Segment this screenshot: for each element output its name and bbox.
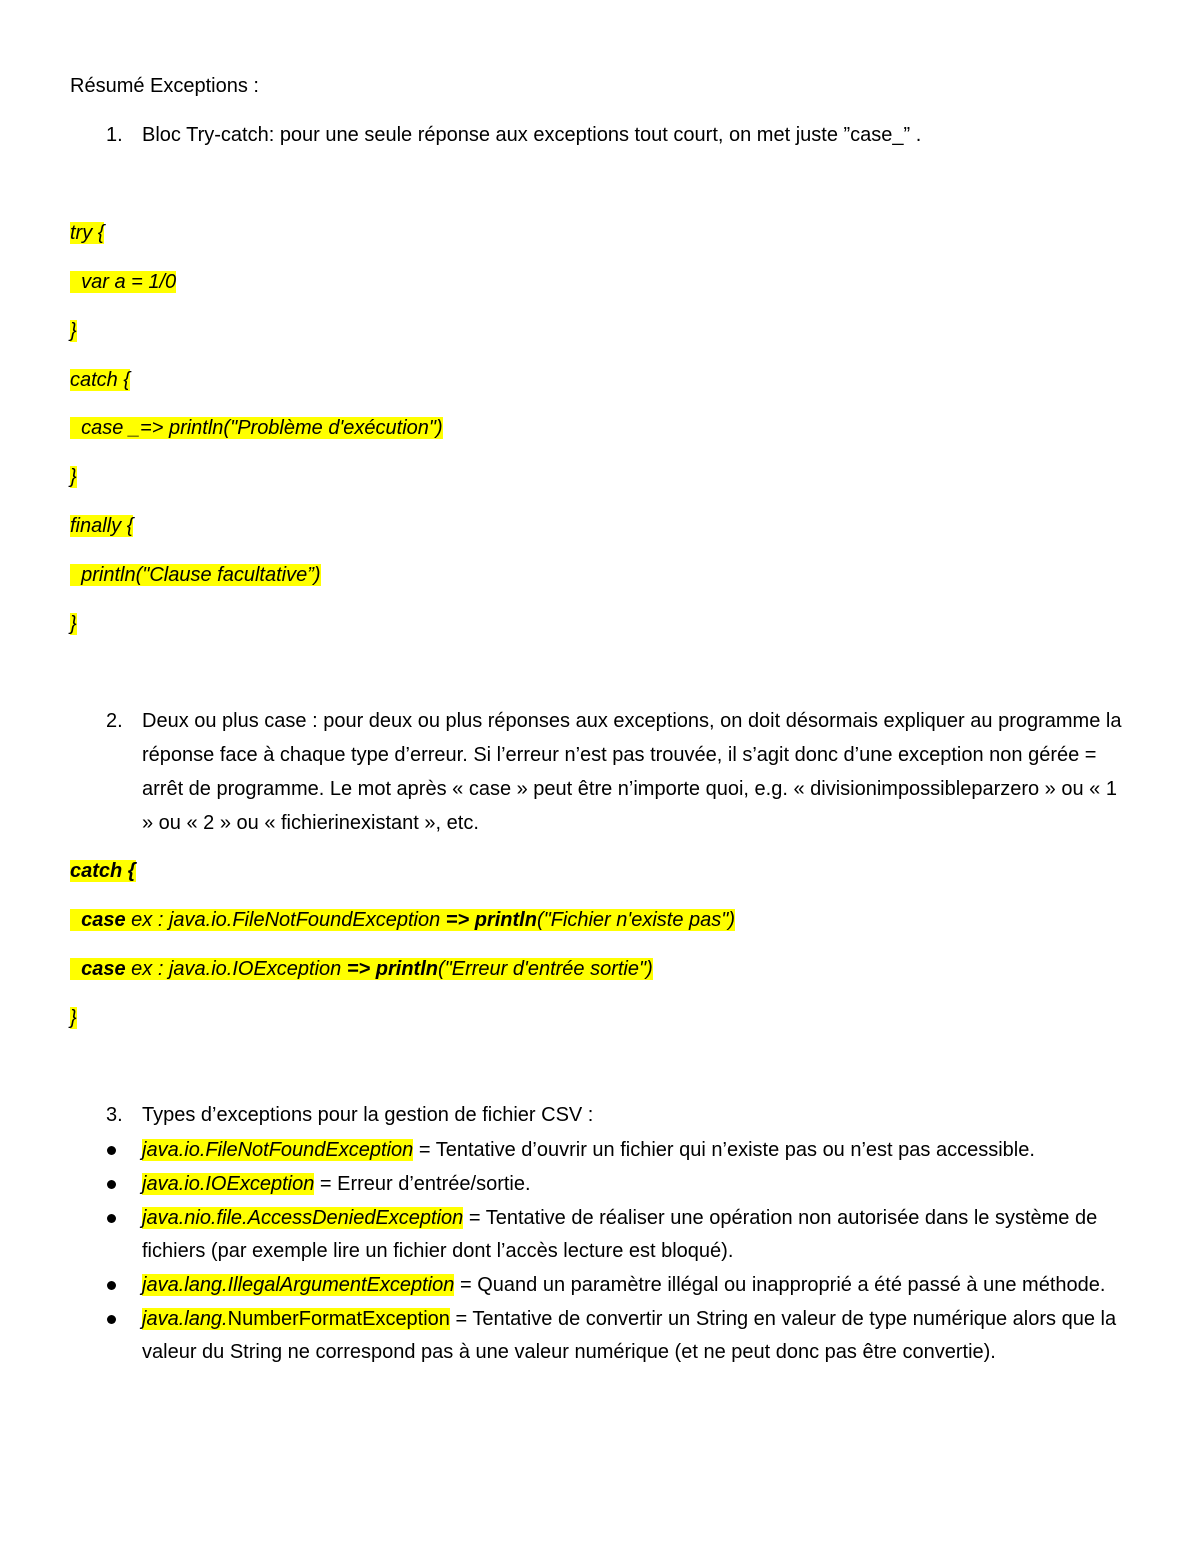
exception-name: java.nio.file.AccessDeniedException [142, 1207, 464, 1229]
exception-desc: = Quand un paramètre illégal ou inapproprié a été passé à une méthode. [454, 1274, 1106, 1296]
code-line: case _=> println("Problème d'exécution") [70, 417, 443, 439]
page-title: Résumé Exceptions : [70, 75, 259, 97]
exception-name: java.lang.IllegalArgumentException [142, 1274, 455, 1296]
code-line: try { [70, 222, 105, 244]
code-line: } [70, 466, 77, 488]
section-1 [106, 118, 1126, 152]
section-2 [106, 704, 1126, 840]
code-arrow: => [346, 958, 371, 980]
exception-desc: = Tentative de convertir un String en valeur de type numérique alors que la valeur du String ne correspond pas à une valeur numérique (et ne peut donc pas être convertie). [142, 1308, 1117, 1363]
list-item [106, 1202, 1136, 1268]
exception-name: java.io.IOException [142, 1173, 315, 1195]
code-arrow: => [445, 909, 470, 931]
bullet-icon [107, 1315, 116, 1324]
code-function: println [474, 909, 537, 931]
exception-desc: = Erreur d’entrée/sortie. [314, 1173, 531, 1195]
list-item [106, 1303, 1136, 1369]
code-line: } [70, 320, 77, 342]
code-line: println("Clause facultative”) [70, 564, 321, 586]
section-2-text: Deux ou plus case : pour deux ou plus réponses aux exceptions, on doit désormais expliquer au programme la réponse face à chaque type d’erreur. Si l’erreur n’est pas trouvée, il s’agit donc d’une exception non gérée = arrêt de programme. Le mot après « case » peut être n’importe quoi, e.g. « divisionimpossibleparzero » ou « 1 » ou « 2 » ou « fichierinexistant », etc. [142, 710, 1122, 834]
code-indent [70, 958, 81, 980]
list-item [106, 1269, 1136, 1302]
bullet-icon [107, 1180, 116, 1189]
code-line: } [70, 613, 77, 635]
code-keyword: case [81, 958, 126, 980]
code-text: ex : java.io.FileNotFoundException [125, 909, 446, 931]
code-text: ("Fichier n'existe pas") [536, 909, 736, 931]
code-line [70, 909, 735, 931]
exception-package: java.lang. [142, 1308, 228, 1330]
exception-name: java.io.FileNotFoundException [142, 1139, 414, 1161]
code-line: finally { [70, 515, 134, 537]
section-3-text: Types d’exceptions pour la gestion de fichier CSV : [142, 1104, 594, 1126]
bullet-icon [107, 1146, 116, 1155]
section-1-text: Bloc Try-catch: pour une seule réponse aux exceptions tout court, on met juste ”case_” . [142, 124, 922, 146]
code-line [70, 958, 653, 980]
bullet-icon [107, 1281, 116, 1290]
code-line: catch { [70, 369, 131, 391]
exception-class: NumberFormatException [227, 1308, 450, 1330]
exception-list [106, 1134, 1136, 1370]
exception-desc: = Tentative d’ouvrir un fichier qui n’existe pas ou n’est pas accessible. [413, 1139, 1035, 1161]
code-text: ex : java.io.IOException [125, 958, 347, 980]
exception-name [142, 1308, 450, 1330]
list-item [106, 1168, 1136, 1201]
exception-desc: = Tentative de réaliser une opération non autorisée dans le système de fichiers (par exemple lire un fichier dont l’accès lecture est bloqué). [142, 1207, 1098, 1262]
section-3 [106, 1098, 1126, 1132]
bullet-icon [107, 1214, 116, 1223]
section-1-number: 1. [106, 124, 123, 146]
code-line: var a = 1/0 [70, 271, 177, 293]
list-item [106, 1134, 1136, 1167]
section-2-number: 2. [106, 710, 123, 732]
code-line: } [70, 1007, 77, 1029]
code-text: ("Erreur d'entrée sortie") [438, 958, 653, 980]
section-3-number: 3. [106, 1104, 123, 1126]
code-keyword: case [81, 909, 126, 931]
code-line: catch { [70, 860, 136, 882]
code-indent [70, 909, 81, 931]
code-function: println [375, 958, 438, 980]
